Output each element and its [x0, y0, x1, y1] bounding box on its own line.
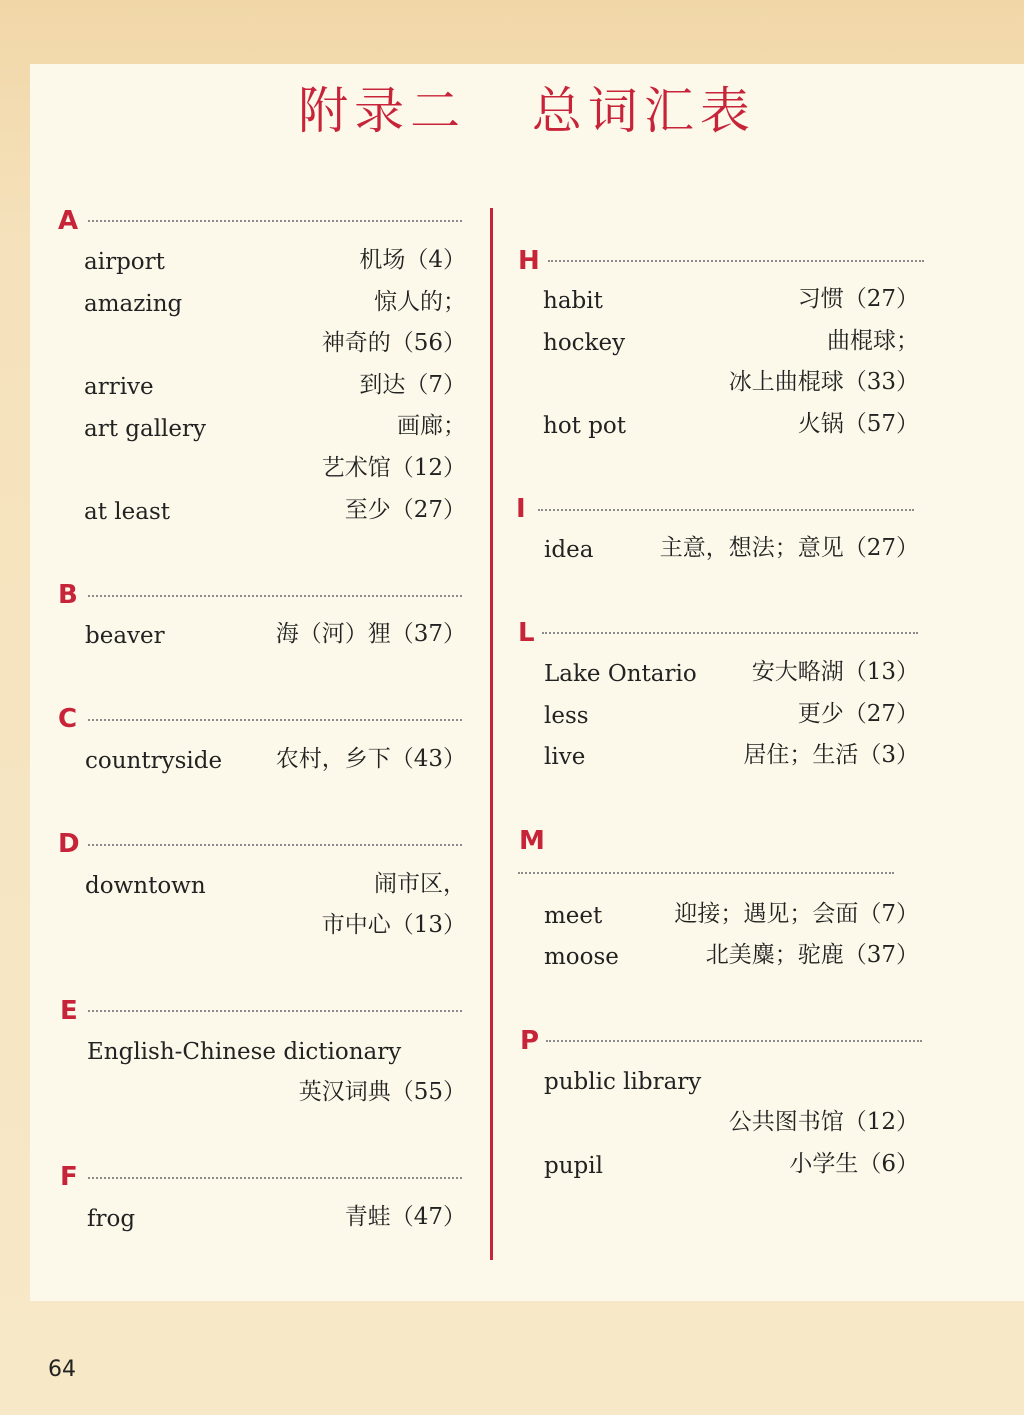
section-letter-i: I — [516, 494, 526, 524]
entry-word: habit — [543, 288, 603, 314]
entry-word: amazing — [84, 291, 183, 317]
section-letter-h: H — [518, 246, 540, 276]
entry-translation: 机场（4） — [359, 247, 466, 273]
entry-word: art gallery — [84, 416, 207, 442]
entry-word: idea — [544, 537, 594, 563]
section-rule-d — [88, 844, 462, 846]
entry-translation: 居住；生活（3） — [743, 742, 919, 768]
entry-word: less — [544, 703, 589, 729]
section-letter-l: L — [518, 618, 535, 648]
section-rule-b — [88, 595, 462, 597]
entry-translation: 至少（27） — [344, 497, 466, 523]
section-rule-c — [88, 719, 462, 721]
entry-word: airport — [84, 249, 165, 275]
entry-word: countryside — [85, 748, 223, 774]
entry-word: live — [544, 744, 586, 770]
entry-translation-continued: 冰上曲棍球（33） — [728, 369, 919, 395]
entry-translation: 海（河）狸（37） — [275, 621, 466, 647]
section-letter-e: E — [60, 996, 78, 1026]
entry-word: public library — [544, 1069, 702, 1095]
entry-word: hot pot — [543, 413, 627, 439]
column-divider — [490, 208, 493, 1260]
section-letter-m: M — [519, 826, 545, 856]
entry-word: hockey — [543, 330, 626, 356]
section-letter-f: F — [60, 1162, 78, 1192]
entry-word: frog — [87, 1206, 136, 1232]
entry-translation: 农村，乡下（43） — [275, 746, 466, 772]
section-letter-p: P — [520, 1026, 540, 1056]
entry-translation: 青蛙（47） — [344, 1204, 466, 1230]
entry-word: beaver — [85, 623, 165, 649]
entry-translation-continued: 神奇的（56） — [321, 330, 466, 356]
entry-translation: 火锅（57） — [797, 411, 919, 437]
entry-translation-continued: 艺术馆（12） — [321, 455, 466, 481]
section-rule-i — [538, 509, 914, 511]
entry-translation: 安大略湖（13） — [751, 659, 919, 685]
section-rule-e — [88, 1010, 462, 1012]
entry-word: English-Chinese dictionary — [87, 1039, 402, 1065]
entry-translation: 小学生（6） — [789, 1151, 919, 1177]
entry-translation: 画廊； — [397, 413, 466, 439]
section-rule-h — [548, 260, 924, 262]
entry-translation: 北美麋；驼鹿（37） — [705, 942, 919, 968]
entry-word: pupil — [544, 1153, 603, 1179]
entry-translation: 迎接；遇见；会面（7） — [674, 901, 919, 927]
section-rule-p — [546, 1040, 922, 1042]
entry-translation: 更少（27） — [797, 701, 919, 727]
entry-translation: 公共图书馆（12） — [728, 1109, 919, 1135]
section-rule-l — [542, 632, 918, 634]
page-number: 64 — [48, 1357, 76, 1382]
page-title: 附录二 总词汇表 — [298, 82, 756, 140]
entry-translation: 英汉词典（55） — [298, 1079, 466, 1105]
entry-translation: 主意，想法；意见（27） — [659, 535, 919, 561]
entry-word: at least — [84, 499, 170, 525]
entry-word: downtown — [85, 873, 206, 899]
section-rule-m — [518, 872, 894, 874]
section-rule-a — [88, 220, 462, 222]
entry-translation: 曲棍球； — [827, 328, 919, 354]
section-letter-a: A — [58, 206, 79, 236]
entry-word: Lake Ontario — [544, 661, 697, 687]
entry-word: moose — [544, 944, 619, 970]
entry-translation: 到达（7） — [359, 372, 466, 398]
section-letter-d: D — [58, 829, 80, 859]
entry-translation: 惊人的； — [374, 289, 466, 315]
entry-translation: 闹市区， — [374, 871, 466, 897]
entry-translation-continued: 市中心（13） — [321, 912, 466, 938]
section-letter-c: C — [58, 704, 78, 734]
entry-word: meet — [544, 903, 603, 929]
entry-translation: 习惯（27） — [797, 286, 919, 312]
entry-word: arrive — [84, 374, 154, 400]
section-rule-f — [88, 1177, 462, 1179]
section-letter-b: B — [58, 580, 78, 610]
